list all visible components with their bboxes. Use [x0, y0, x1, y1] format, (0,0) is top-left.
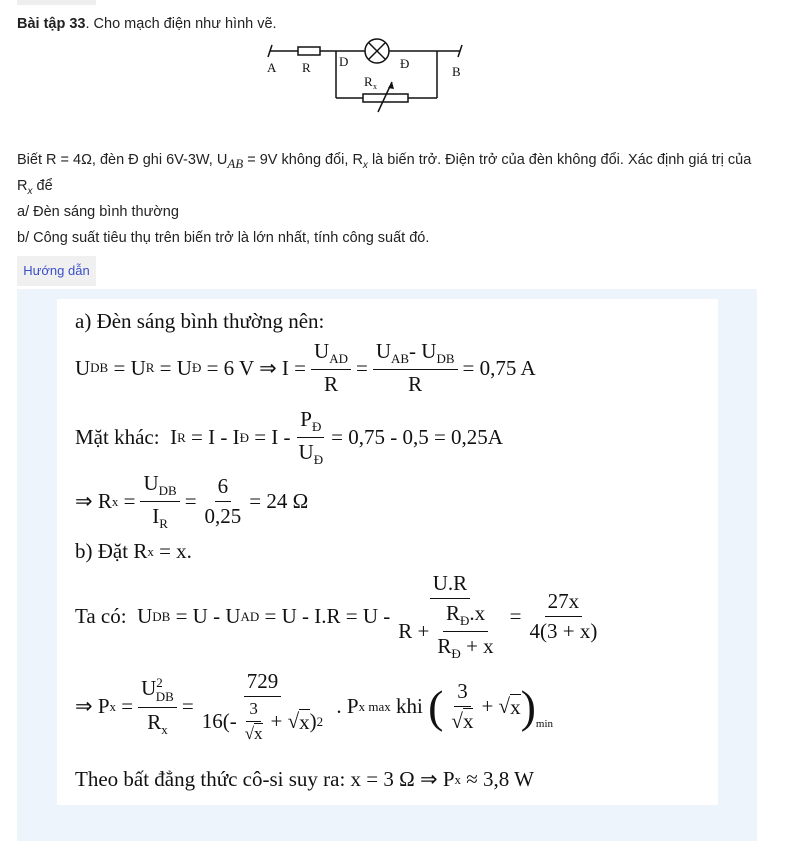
sol-line-7: ⇒ P x = $\frac{U^2_{DB}}{R_x}$ = 729 16( - $\frac{3}{√x}$ + √ x ) 2 . P x max khi ( $\frac{3}{√x}$ + √ x ) $_{min}$ — [75, 669, 554, 743]
sol-line-4: ⇒ R x = $\frac{U_{DB}}{I_R}$ = $\frac{6}{0,25}$ = 24 Ω — [75, 471, 309, 532]
problem-text-2: $R_x$ để — [17, 178, 53, 197]
circuit-diagram — [260, 36, 480, 116]
sol-line-1: a) Đèn sáng bình thường nên: — [75, 309, 325, 333]
paren-close: ) — [520, 680, 536, 732]
sol-line-8: Theo bất đẳng thức cô-si suy ra: x = 3 Ω ⇒ P x ≈ 3,8 W — [75, 767, 534, 791]
sol-line-6: Ta có: U DB = U - U AD = U - I.R = U - U.R R + $\frac{R_Đ.x}{R_Đ + x}$ = $\frac{27x}{4(3 + x)}$ — [75, 571, 598, 662]
part-b: b/ Công suất tiêu thụ trên biến trở là lớn nhất, tính công suất đó. — [17, 230, 430, 246]
label-lamp: Đ — [400, 56, 410, 71]
label-b: B — [452, 64, 461, 79]
sol-line-3: Mặt khác: I R = I - I Đ = I - $\frac{P_Đ}{U_Đ}$ = 0,75 - 0,5 = 0,25A — [75, 407, 503, 468]
label-rx-sub: x — [373, 82, 377, 91]
part-a: a/ Đèn sáng bình thường — [17, 204, 179, 220]
label-r: R — [302, 60, 311, 75]
label-d: D — [339, 54, 349, 69]
paren-open: ( — [428, 680, 444, 732]
sol-line-2: U DB = U R = U Đ = 6 V ⇒ I = $\frac{U_{AD}}{R}$ = $\frac{U_{AB}- U_{DB}}{R}$ = 0,75 A — [75, 339, 536, 397]
guide-button[interactable]: Hướng dẫn — [17, 256, 96, 286]
label-a: A — [267, 60, 277, 75]
label-rx: R — [364, 74, 373, 89]
problem-text-1: Biết R = 4Ω, đèn Đ ghi 6V-3W, $U_{AB} = 9V$ không đổi, $R_x$ là biến trở. Điện trở của đèn không đổi. Xác định giá trị của — [17, 152, 752, 171]
solution-image — [57, 299, 718, 805]
problem-title: Bài tập 33. Cho mạch điện như hình vẽ. — [17, 16, 277, 32]
previous-block-edge — [17, 0, 96, 5]
sol-line-5: b) Đặt R x = x. — [75, 539, 192, 563]
